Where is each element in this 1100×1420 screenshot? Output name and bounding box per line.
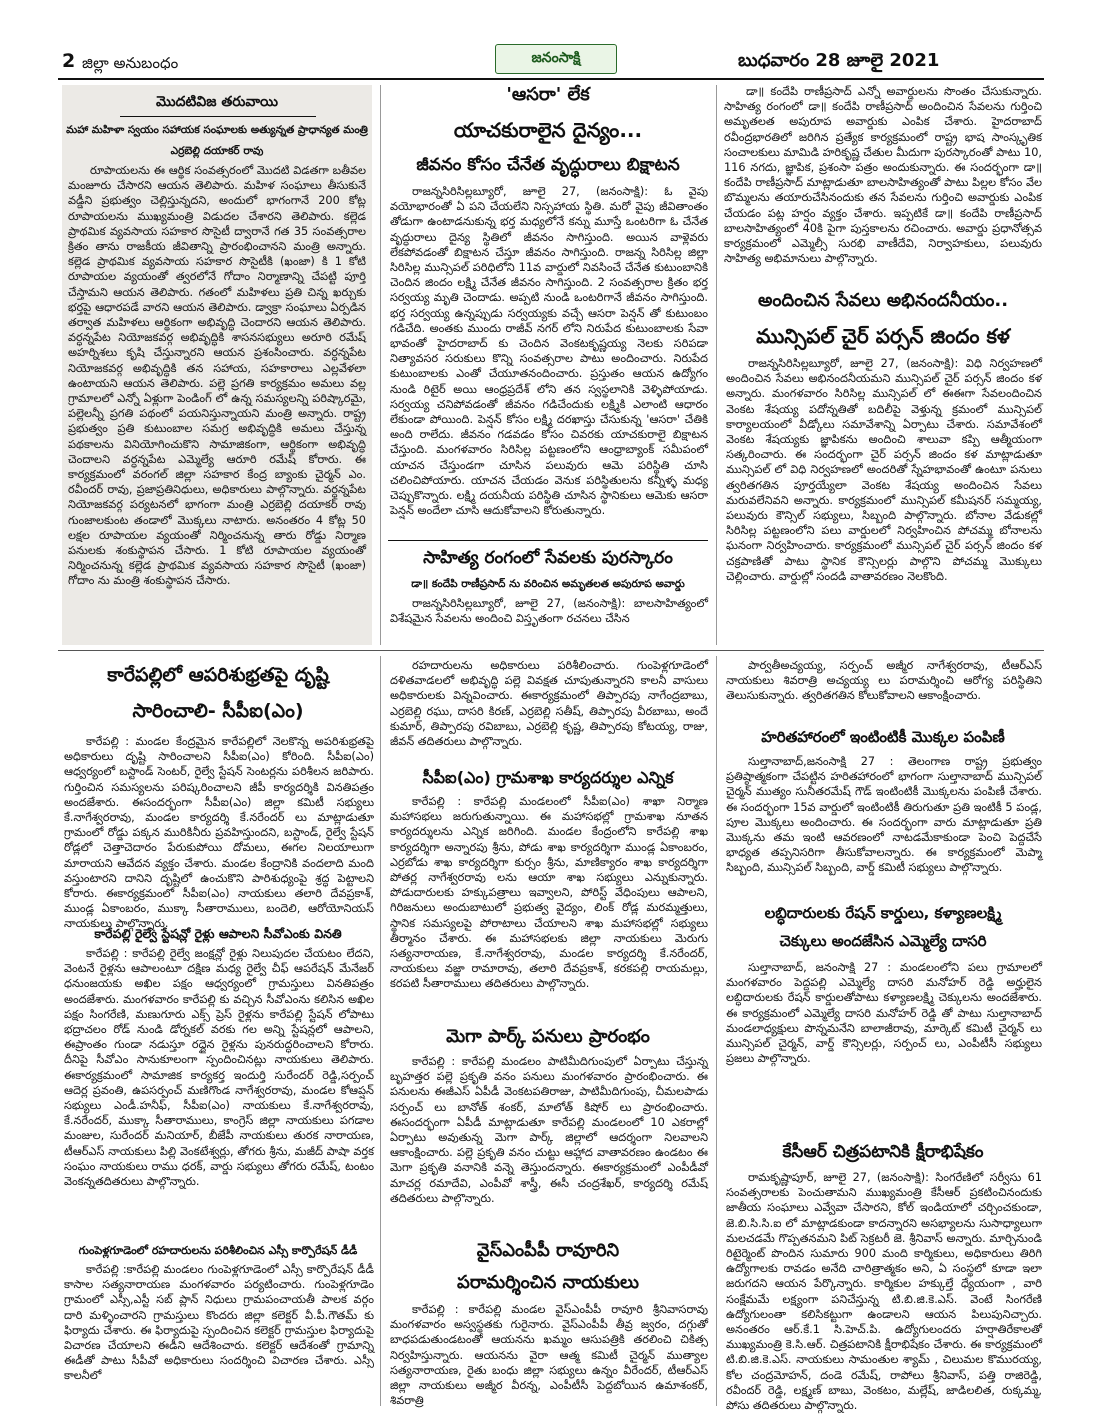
article-headline-2: చెక్కులు అందజేసిన ఎమ్మెల్యే దాసరి <box>779 932 987 950</box>
article-body-continued: పార్వతీఅచ్యయ్య, సర్పంచ్ అజ్మీర నాగేశ్వరరావు, టీఆర్ఎస్ నాయకులు శివరాత్రి అచ్యయ్య లు పరామర్శించి ఆరోగ్య పరిస్థితిని తెలుసుకున్నారు. త్వరితగతిన కోలుకోవాలని ఆకాంక్షించారు. <box>726 659 1042 703</box>
section-rule <box>58 650 1044 651</box>
newspaper-logo <box>495 44 617 74</box>
logo-text: జనంసాక్షి <box>531 49 581 66</box>
page-number: 2 <box>62 50 76 72</box>
article-headline-1: 'ఆసరా' లేక <box>506 84 590 105</box>
article-body: కారేపల్లి :కారేపల్లి మండలం గుంపెళ్లగూడెంలో ఎస్సీ కార్పొరేషన్ డీడీ కాసాల సత్యనారాయణ మంగళవారం పర్యటించారు. గుంపెళ్లగూడెం గ్రామంలో ఎస్సీ,ఎస్టీ సబ్ ప్లాన్ నిధులు గ్రామపంచాయతీ పాలక వర్గం దారి మళ్ళించారని గ్రామస్తులు కొందరు జిల్లా కలెక్టర్ వీ.పీ.గౌతమ్ కు ఫిర్యాదు చేశారు. ఈ ఫిర్యాదుపై స్పందించిన కలెక్టర్ గ్రామస్తుల ఫిర్యాదుపై విచారణ చేయాలని ఈడీని ఆదేశించారు. కలెక్టర్ ఆదేశంతో గ్రామాన్ని ఈడీతో పాటు సీపీవో అధికారులు సందర్శించి విచారణ చేశారు. ఎస్సీ కాలనీలో <box>64 1263 374 1383</box>
article-body: రూపాయలను ఈ ఆర్థిక సంవత్సరంలో మొదటి విడతగా బతీవల మంజూరు చేసారని ఆయన తెలిపారు. మహిళ సంఘాలు తీసుకునే వడ్డీని ప్రభుత్వం చెల్లిస్తున్నదని, అందులో భాగంగానే 200 కోట్ల రూపాయలను ముఖ్యమంత్రి విడుదల చేశారని తెలిపారు. కల్లెడ ప్రాథమిక వ్యవసాయ సహకార సొసైటీ ద్వారానే గత 35 సంవత్సరాల క్రితం తాను రాజకీయ జీవితాన్ని ప్రారంభించానని మంత్రి అన్నారు. కల్లెడ ప్రాథమిక వ్యవసాయ సహకార సొసైటీకి (ఖంజా) కి 1 కోటి రూపాయల వ్యయంతో త్వరలోనే గోదాం నిర్మాణాన్ని చేపట్టి పూర్తి చేస్తామని ఆయన తెలిపారు. గతంలో మహిళలు ప్రతి చిన్న ఖర్చుకు భర్తపై ఆధారపడే వారని ఆయన తెలిపారు. డ్వాక్రా సంఘాలు ఏర్పడిన తర్వాత మహిళలు ఆర్థికంగా అభివృద్ధి చెందారని ఆయన తెలిపారు. వర్ధన్నపేట నియోజకవర్గ అభివృద్ధికి శాసనసభ్యులు అరూరి రమేష్ అహర్నిశలు కృషి చేస్తున్నారని ఆయన ప్రశంసించారు. వర్ధన్నపేట నియోజకవర్గ అభివృద్ధికి తన సహాయ, సహకారాలు ఎల్లవేళలా ఉంటాయని ఆయన తెలిపారు. పల్లె ప్రగతి కార్యక్రమం అమలు వల్ల గ్రామాలలో ఎన్నో ఏళ్లుగా పెండింగ్ లో ఉన్న సమస్యలన్ని పరిష్కారమై, పల్లెలన్నీ ప్రగతి పథంలో పయనిస్తున్నాయని మంత్రి అన్నారు. రాష్ట్ర ప్రభుత్వం ప్రతి కుటుంబాల సమగ్ర అభివృద్ధికి అమలు చేస్తున్న పథకాలను వినియోగించుకొని సామాజికంగా, ఆర్థికంగా అభివృద్ధి చెందాలని వర్ధన్నపేట ఎమ్మెల్యే ఆరూరి రమేష్ కోరారు. ఈ కార్యక్రమంలో వరంగల్ జిల్లా సహకార కేంద్ర బ్యాంకు చైర్మన్ ఎం. రవీందర్ రావు, ప్రజాప్రతినిధులు, అధికారులు పాల్గొన్నారు. వర్ధన్నపేట నియోజకవర్గ పర్యటనలో భాగంగా మంత్రి ఎర్రబెల్లి దయాకర్ రావు గుంజాలకుంట తండాలో మొక్కలు నాటారు. అనంతరం 4 కోట్ల 50 లక్షల రూపాయల వ్యయంతో నిర్మించనున్న తారు రోడ్డు నిర్మాణ పనులకు శంకుస్థాపన చేసారు. 1 కోటి రూపాయల వ్యయంతో నిర్మించనున్న కల్లెడ ప్రాథమిక వ్యవసాయ సహకార సొసైటీ (ఖంజా) గోదాం ను మంత్రి శంకుస్థాపన చేసారు. <box>68 164 366 588</box>
article-headline: సీపీఐ(ఎం) గ్రామశాఖ కార్యదర్శుల ఎన్నిక <box>422 768 674 787</box>
article-headline-2: సారించాలి- సీపీఐ(ఎం) <box>132 700 304 722</box>
article-body: రాజన్నసిరిసిల్లబ్యూరో, జూలై 27, (జనంసాక్షి): విధి నిర్వహణలో అందించిన సేవలు అభినందనీయమని మున్సిపల్ చైర్ పర్సన్ జిందం కళ అన్నారు. మంగళవారం సిరిసిల్ల మున్సిపల్ లో ఈఈగా సేవలందించిన వెంకట శేషయ్య పదోన్నతితో బదిలీపై వెళ్తున్న క్రమంలో మున్సిపల్ కార్యాలయంలో వీడ్కోలు సమావేశాన్ని ఏర్పాటు చేశారు. సమావేశంలో వెంకట శేషయ్యకు జ్ఞాపికను అందించి శాలువా కప్పి ఆత్మీయంగా సత్కరించారు. ఈ సందర్భంగా చైర్ పర్సన్ జిందం కళ మాట్లాడుతూ మున్సిపల్ లో విధి నిర్వహణలో అందరితో స్నేహభావంతో ఉంటూ పనులు త్వరితగతిన పూర్తయ్యేలా వెంకట శేషయ్య అందించిన సేవలు మరువలేనివని అన్నారు. కార్యక్రమంలో మున్సిపల్ కమీషనర్ సమ్మయ్య, పలువురు కౌన్సిల్ సభ్యులు, సిబ్బంది పాల్గొన్నారు. బోనాల వేడుకల్లో సిరిసిల్ల పట్టణంలోని పలు వార్డులలో నిర్వహించిన పోచమ్మ బోనాలను ఘనంగా నిర్వహించారు. కార్యక్రమంలో మున్సిపల్ చైర్ పర్సన్ జిందం కళ చక్రపాణితో పాటు స్థానిక కౌన్సిలర్లు పాల్గొని పోచమ్మ మొక్కులు చెల్లించారు. వార్డుల్లో సందడి వాతావరణం నెలకొంది. <box>726 357 1042 583</box>
article-headline: గుంపెళ్లగూడెంలో రహదారులను పరిశీలించిన ఎస్సీ కార్పొరేషన్ డీడీ <box>78 1244 358 1257</box>
article-body: కారేపల్లి : మండల కేంద్రమైన కారేపల్లిలో నెలకొన్న అపరిశుభ్రతపై అధికారులు దృష్టి సారించాలని సీపీఐ(ఎం) కోరింది. సీపీఐ(ఎం) ఆధ్వర్యంలో బస్టాండ్ సెంటర్, రైల్వే స్టేషన్ సెంటర్లను పరిశీలన జరిపారు. గుర్తించిన సమస్యలను పరిష్కరించాలని జీపీ కార్యదర్శికి వినతిపత్రం అందజేశారు. ఈసందర్భంగా సీపీఐ(ఎం) జిల్లా కమిటీ సభ్యులు కే.నాగేశ్వరరావు, మండల కార్యదర్శి కే.నరేందర్ లు మాట్లాడుతూ గ్రామంలో రోడ్డు పక్కన మురికినీరు ప్రవహిస్తుందని, బస్టాండ్, రైల్వే స్టేషన్ రోడ్లలో చెత్తాచెదారం పేరుకుపోయి దోమలు, ఈగల నిలయాలుగా మారాయని ఆవేదన వ్యక్తం చేశారు. మండల కేంద్రానికి వందలాది మంది వస్తుంటారని దానిని దృష్టిలో ఉంచుకొని పారిశుధ్యంపై శ్రద్ధ పెట్టాలని కోరారు. ఈకార్యక్రమంలో సీపీఐ(ఎం) నాయకులు తలారి దేవప్రకాశ్, ముండ్ల ఏకాంబరం, ముక్కా సీతారాములు, బందెలి, ఆరోయోనియస్ నాయకులు పాల్గొన్నారు. <box>64 735 374 931</box>
issue-date: బుధవారం 28 జూలై 2021 <box>738 50 940 71</box>
article-headline-2: యాచకురాలైన దైన్యం... <box>453 118 643 142</box>
article-body: రామకృష్ణాపూర్, జూలై 27, (జనంసాక్షి): సింగరేణిలో సర్వీసు 61 సంవత్సరాలకు పెంచుతామని ముఖ్యమంత్రి కేసీఆర్ ప్రకటించినందుకు జాతీయ సంఘాలు ఎవ్వేవా చేసారని, కోల్ ఇండియాలో చర్చించకుండా, జె.బి.సి.సి.ఐ లో మాట్లాడకుండా కాదన్నారని అసభ్యాలను సుసాధ్యాలుగా మలచడమే గొప్పతనమని పిట్ సెక్రటరీ జె. శ్రీనివాస్ అన్నారు. మార్చినుండి రిటైర్మెంట్ పొందిన సుమారు 900 మంది కార్మికులు, అధికారులు తిరిగి ఉద్యోగాలకు రావడం అనేది చారిత్రాత్మకం అని, ఏ సంస్థలో కూడా ఇలా జరుగదని ఆయన పేర్కొన్నారు. కార్మికుల హక్కుల్తే ధ్యేయంగా , వారి సంక్షేమమే లక్ష్యంగా పనిచేస్తున్న టి.బి.జి.కె.ఎస్. వెంటే సింగరేణి ఉద్యోగులంతా కలిసికట్టుగా ఉండాలని ఆయన పిలుపునిచ్చారు. అనంతరం ఆర్.కే.1 సి.హెచ్.పి. ఉద్యోగులందరు హర్షాతిరేకాలతో ముఖ్యమంత్రి కె.సి.ఆర్. చిత్రపటానికి క్షీరాభిషేకం చేశారు. ఈ కార్యక్రమంలో టి.బి.జి.కె.ఎస్. నాయకులు సామంతుల శ్యామ్ , చిలుమల కొమురయ్య, కోల చంద్రమోహన్, దండె రమేష్, రాపోలు శ్రీనివాస్, పత్తి రాజిరెడ్డి, రవీందర్ రెడ్డి, లక్ష్మణ్ బాబు, వెంకటం, మల్లేష్, జాడిలలిత, రుక్కమ్మ, పోసు తదితరులు పాల్గొన్నారు. <box>726 1171 1042 1413</box>
article-body: సుల్తానాబాద్, జనంసాక్షి 27 : మండలంలోని పలు గ్రామాలలో మంగళవారం పెద్దపల్లి ఎమ్మెల్యే దాసరి మనోహర్ రెడ్డి అర్హులైన లబ్ధిదారులకు రేషన్ కార్డులతోపాటు కళ్యాణలక్ష్మి చెక్కులను అందజేశారు. ఈ కార్యక్రమంలో ఎమ్మెల్యే దాసరి మనోహర్ రెడ్డి తో పాటు సుల్తానాబాద్ మండలాధ్యక్షులు పొన్నమనేని బాలాజీరావు, మార్కెట్ కమిటీ చైర్మన్ లు మున్సిపల్ చైర్మన్, వార్డ్ కౌన్సిలర్లు, సర్పంచ్ లు, ఎంపీటీసీ సభ్యులు ప్రజలు పాల్గొన్నారు. <box>726 961 1042 1066</box>
article-headline: కేసీఆర్ చిత్రపటానికి క్షీరాభిషేకం <box>782 1142 984 1162</box>
article-headline: మెగా పార్క్ పనులు ప్రారంభం <box>446 1026 650 1047</box>
article-body: కారేపల్లి : కారేపల్లి మండలంలో సీపీఐ(ఎం) శాఖా నిర్మాణ మహాసభలు జరుగుతున్నాయి. ఈ మహాసభల్లో గ్రామశాఖ నూతన కార్యదర్శులను ఎన్నిక జరిగింది. మండల కేంద్రంలోని కారేపల్లి శాఖ కార్యదర్శిగా అన్నారపు శ్రీను, పోడు శాఖ కార్యదర్శిగా ముండ్ల ఏకాంబరం, ఎర్రబోడు శాఖ కార్యదర్శిగా కుర్సం శ్రీను, మాణిక్యారం శాఖ కార్యదర్శిగా పోతర్ల నాగేశ్వరరావు లను ఆయా శాఖ సభ్యులు ఎన్నుకున్నారు. పోడుదారులకు హక్కుపత్రాలు ఇవ్వాలని, పోరిస్ట్ వేధింపులు ఆపాలని, గిరిజనులు అందుబాటులో ప్రభుత్వ వైద్యం, లింక్ రోడ్ల మరమ్మత్తులు, స్థానిక సమస్యలపై పోరాటాలు చేయాలని శాఖ మహాసభల్లో సభ్యులు తీర్మానం చేశారు. ఈ మహాసభలకు జిల్లా నాయకులు మెరుగు సత్యనారాయణ, కే.నాగేశ్వరరావు, మండల కార్యదర్శి కే.నరేందర్, నాయకులు వజ్జా రామారావు, తలారి దేవప్రకాశ్, కరకపల్లి రాయమల్లు, కరపటి సీతారాములు తదితరులు పాల్గొన్నారు. <box>390 795 708 991</box>
article-kicker: మొదటివిజ తరువాయి <box>155 94 279 110</box>
article-headline: కారేపల్లి రైల్వే స్టేషన్లో రైళ్లు ఆపాలని సీవోఎంకు వినతి <box>94 926 342 941</box>
article-headline-1: వైస్ఎంపీపీ రావూరిని <box>476 1240 620 1261</box>
rule <box>388 540 708 541</box>
article-headline: హరితహారంలో ఇంటింటికీ మొక్కల పంపిణీ <box>761 728 1005 746</box>
article-body: కారేపల్లి : కారేపల్లి రైల్వే జంక్షన్లో రైళ్లు నిలుపుదల చేయటం లేదని, వెంటనే రైళ్లను ఆపాలంటూ దక్షిణ మధ్య రైల్వే చీఫ్ ఆపరేషన్ మేనేజర్ ధనుంజయకు అఖిల పక్షం ఆధ్వర్యంలో గ్రామస్తులు వినతిపత్రం అందజేశారు. మంగళవారం కారేపల్లి కు వచ్చిన సీవోఎంను కలిసిన అఖిల పక్షం సింగరేణి, మణుగూరు ఎక్స్ ప్రెస్ రైళ్లను కారేపల్లి స్టేషన్ లోపాటు భద్రాచలం రోడ్ నుండి డోర్నకల్ వరకు గల అన్ని స్టేషన్లలో ఆపాలని, ఈప్రాంతం గుండా నడుస్తూ రద్దైన రైళ్లను పునరుద్ధరించాలని కోరారు. దీనిపై సీవోఎం సానుకూలంగా స్పందించినట్లు నాయకులు తెలిపారు. ఈకార్యక్రమంలో సామాజిక కార్యకర్త ఇందుర్తి సురేందర్ రెడ్డి,సర్పంచ్ ఆదెర్ల ప్రవంతి, ఉపసర్పంచ్ మణిగొండ నాగేశ్వరరావు, మండల కోఆప్షన్ సభ్యులు ఎండీ.హనీఫ్, సీపీఐ(ఎం) నాయకులు కే.నాగేశ్వరరావు, కే.నరేందర్, ముక్కా సీతారాములు, కాంగ్రెస్ జిల్లా నాయకులు పగడాల మంజుల, సురేందర్ మనియార్, బీజేపీ నాయకులు తురక నారాయణ, టీఆర్ఎస్ నాయకులు పిల్లి వెంకటేశ్వర్లు, తోగరు శ్రీను, మజీద్ పాషా వర్తక సంఘం నాయకులు రాము ధరక్, వార్డు సభ్యులు తోగరు రమేష్, టంటం వెంకన్నతదితరులు పాల్గొన్నారు. <box>64 947 374 1189</box>
article-headline: సాహిత్య రంగంలో సేవలకు పురస్కారం <box>423 548 673 568</box>
article-headline-1: లబ్ధిదారులకు రేషన్ కార్డులు, కళ్యాణలక్ష్మి <box>764 904 1002 922</box>
article-body: కారేపల్లి : కారేపల్లి మండల వైస్ఎంపీపీ రావూరి శ్రీనివాసరావు మంగళవారం అస్వస్థతకు గురైనారు. వైస్ఎంపీపీ తీవ్ర జ్వరం, దగ్గుతో బాధపడుతుండటంతో ఆయనను ఖమ్మం ఆసుపత్రికి తరలించి చికిత్స నిర్వహిస్తున్నారు. ఆయనను వైరా ఆత్మ కమిటీ చైర్మన్ ముత్యాల సత్యనారాయణ, రైతు బంధు జిల్లా సభ్యులు ఉన్నం వీరేందర్, టీఆర్ఎస్ జిల్లా నాయకులు అజ్మీర వీరన్న, ఎంపీటీసీ పెద్దబోయిన ఉమాశంకర్, శివరాత్రి <box>390 1303 708 1408</box>
article-body-continued: రహదారులను అధికారులు పరిశీలించారు. గుంపెళ్లగూడెంలో దళితవాడలలో అభివృద్ధి పల్లె వివక్షత చూపుతున్నారని కాలనీ వాసులు అధికారులకు విన్నవించారు. ఈకార్యక్రమంలో తిప్పారపు నాగేంద్రబాబు, ఎర్రబెల్లి రఘు, దాసరి కిరణ్, ఎర్రబెల్లి సతీష్, తిప్పారపు వీరబాబు, అందే కుమార్, తిప్పారపు రవిబాబు, ఎర్రబెల్లి కృష్ణ, తిప్పారపు కోటయ్య, రాజు, జీవన్ తదితరులు పాల్గొన్నారు. <box>390 659 708 749</box>
article-body: కారేపల్లి : కారేపల్లి మండలం పాటిమీదిగుంపులో ఏర్పాటు చేస్తున్న బృహత్తర పల్లె ప్రకృతి వనం పనులు మంగళవారం ప్రారంభించారు. ఈ పనులను ఈజీఎస్ ఏపీడీ వెంకటపతిరాజు, పాటిమీదిగుంపు, చీమలపాడు సర్పంచ్ లు బానోత్ శంకర్, మాలోత్ కిషోర్ లు ప్రారంభించారు. ఈసందర్భంగా ఏపీడీ మాట్లాడుతూ కారేపల్లి మండలంలో 10 ఎకరాల్లో ఏర్పాటు అవుతున్న మెగా పార్క్ జిల్లాలో ఆదర్శంగా నిలవాలని ఆకాంక్షించారు. పల్లె ప్రకృతి వనం చుట్టు ఆహ్లాద వాతావరణం ఉండటం ఈ మెగా ప్రకృతి వనానికి వన్నె తెస్తుందన్నారు. ఈకార్యక్రమంలో ఎంపీడీవో మాచర్ల రమాదేవి, ఎంపీవో శాస్త్రీ, ఈసీ చంద్రశేఖర్, కార్యదర్శి రమేష్ తదితరులు పాల్గొన్నారు. <box>390 1055 708 1205</box>
article-headline-2: పరామర్శించిన నాయకులు <box>457 1272 639 1293</box>
article-body: రాజన్నసిరిసిల్లబ్యూరో, జూలై 27, (జనంసాక్షి): బాలసాహిత్యంలో విశేషమైన సేవలను అందించి విస్తృతంగా రచనలు చేసిన <box>390 597 708 626</box>
article-body: సుల్తానాబాద్,జనంసాక్షి 27 : తెలంగాణ రాష్ట్ర ప్రభుత్వం ప్రతిష్ఠాత్మకంగా చేపట్టిన హరితహారంలో భాగంగా సుల్తానాబాద్ మున్సిపల్ చైర్మన్ ముత్యం సునీతరమేష్ గౌడ్ ఇంటింటికీ మొక్కలను పంపిణీ చేశారు. ఈ సందర్భంగా 15వ వార్డులో ఇంటింటికీ తిరుగుతూ ప్రతి ఇంటికీ 5 పండ్ల, పూల మొక్కలు అందించారు. ఈ సందర్భంగా వారు మాట్లాడుతూ ప్రతి మొక్కను తమ ఇంటి ఆవరణంలో నాటడమేకాకుండా పెంచి పెద్దచేసే భాధ్యత తప్పనిసరిగా తీసుకోవాలన్నారు. ఈ కార్యక్రమంలో మెప్మా సిబ్బంది, మున్సిపల్ సిబ్బంది, వార్డ్ కమిటీ సభ్యులు పాల్గొన్నారు. <box>726 755 1042 875</box>
article-headline-1: కారేపల్లిలో ఆపరిశుభ్రతపై దృష్టి <box>107 664 329 686</box>
article-headline-2: మున్సిపల్ చైర్ పర్సన్ జిందం కళ <box>756 324 1010 348</box>
section-name: జిల్లా అనుబంధం <box>82 54 179 72</box>
article-body: రాజన్నసిరిసిల్లబ్యూరో, జూలై 27, (జనంసాక్షి): ఓ వైపు వయోభారంతో ఏ పని చేయలేని నిస్సహాయ స్థితి. మరో వైపు జీవితాంతం తోడుగా ఉంటాడనుకున్న భర్త మధ్యలోనే కన్ను మూస్తే ఒంటరిగా ఓ చేనేత వృద్ధురాలు దైన్య స్థితిలో జీవనం సాగిస్తుంది. అయిన వాళ్లెవరు లేకపోవడంతో బిక్షాటన చేస్తూ జీవనం సాగిస్తుంది. రాజన్న సిరిసిల్ల జిల్లా సిరిసిల్ల మున్సిపల్ పరిధిలోని 11వ వార్డులో నివసించే చేనేత కుటుంబానికి చెందిన జిందం లక్ష్మి చేనేత జీవనం సాగిస్తుంది. 2 సంవత్సరాల క్రితం భర్త సర్వయ్య మృతి చెందాడు. అప్పటి నుండి ఒంటరిగానే జీవనం సాగిస్తుంది. భర్త సర్వయ్య ఉన్నప్పుడు సర్వయ్యకు వచ్చే ఆసరా పెన్షన్ తో కుటుంబం గడిచేది. అంతకు ముందు రాజీవ్ నగర్ లోని నిరుపేద కుటుంబాలకు సేవా భావంతో హైదరాబాద్ కు చెందిన వెంకటకృష్ణయ్య నెలకు సరిపడా నిత్యావసర సరుకులు కొన్ని సంవత్సరాల పాటు అందించారు. నిరుపేద కుటుంబాలకు ఎంతో చేయూతనందించారు. ప్రస్తుతం ఆయన ఉద్యోగం నుండి రిటైర్ అయి ఆంధ్రప్రదేశ్ లోని తన స్వస్థలానికి వెళ్ళిపోయాడు. సర్వయ్య చనిపోవడంతో జీవనం గడిచేందుకు లక్ష్మికి ఎలాంటి ఆధారం లేకుండా పోయింది. పెన్షన్ కోసం లక్ష్మి దరఖాస్తు చేసుకున్న 'ఆసరా' చేతికి అంది రాలేదు. జీవనం గడవడం కోసం చివరకు యాచకురాలై బిక్షాటన చేస్తుంది. మంగళవారం సిరిసిల్ల పట్టణంలోని ఆంధ్రాబ్యాంక్ సమీపంలో యాచన చేస్తుండగా చూసిన పలువురు ఆమె పరిస్థితి చూసి చలించిపోయారు. యాచన చేయడం వెనుక పరిస్థితులను కన్నీళ్ళ మధ్య చెప్పుకొన్నారు. లక్ష్మి దయనీయ పరిస్థితి చూసిన స్థానికులు ఆమెకు ఆసరా పెన్షన్ అందేలా చూసి ఆదుకోవాలని కోరుతున్నారు. <box>390 185 708 518</box>
column-divider <box>380 656 381 1406</box>
column-divider <box>380 85 381 645</box>
article-headline: మహా మహిళా స్వయం సహాయక సంఘాలకు అత్యున్నత ప్రాధాన్యత మంత్రి <box>66 124 368 136</box>
underline <box>120 116 316 117</box>
article-headline-1: అందించిన సేవలు అభినందనీయం.. <box>757 290 1009 311</box>
article-subheadline: డా॥ కందేపి రాణీప్రసాద్ ను వరించిన అమృతలత అపురూప అవార్డు <box>411 578 685 590</box>
column-divider <box>716 656 717 1406</box>
article-byline: ఎర్రబెల్లి దయాకర్ రావు <box>170 145 264 157</box>
header-rule <box>58 78 1044 80</box>
column-divider <box>716 85 717 645</box>
article-headline-3: జీవనం కోసం చేనేత వృద్ధురాలు బిక్షాటన <box>416 155 680 175</box>
article-body-continued: డా॥ కందేపి రాణీప్రసాద్ ఎన్నో అవార్డులను సొంతం చేసుకున్నారు. సాహిత్య రంగంలో డా॥ కందేపి రాణీప్రసాద్ అందించిన సేవలను గుర్తించి అమృతలత అపురూప అవార్డుకు ఎంపిక చేశారు. హైదరాబాద్ రవీంద్రభారతిలో జరిగిన ప్రత్యేక కార్యక్రమంలో రాష్ట్ర భాష సాంస్కృతిక సంచాలకులు మామిడి హరికృష్ణ చేతుల మీదుగా పురస్కారంతో పాటు 10, 116 నగదు, జ్ఞాపిక, ప్రశంసా పత్రం అందుకున్నారు. ఈ సందర్భంగా డా॥ కందేపి రాణీప్రసాద్ మాట్లాడుతూ బాలసాహిత్యంతో పాటు పిల్లల కోసం వేల బొమ్మలను తయారుచేసినందుకు తన సేవలను గుర్తించి అవార్డుకు ఎంపిక చేయడం పట్ల హర్షం వ్యక్తం చేశారు. ఇప్పటికే డా॥ కందేపి రాణీప్రసాద్ బాలసాహిత్యంలో 40కి పైగా పుస్తకాలను రచించారు. అవార్డు ప్రధానోత్సవ కార్యక్రమంలో ఎమ్మెల్సీ సురభి వాణీదేవి, నిర్వాహకులు, పలువురు సాహిత్య అభిమానులు పాల్గొన్నారు. <box>724 85 1042 266</box>
